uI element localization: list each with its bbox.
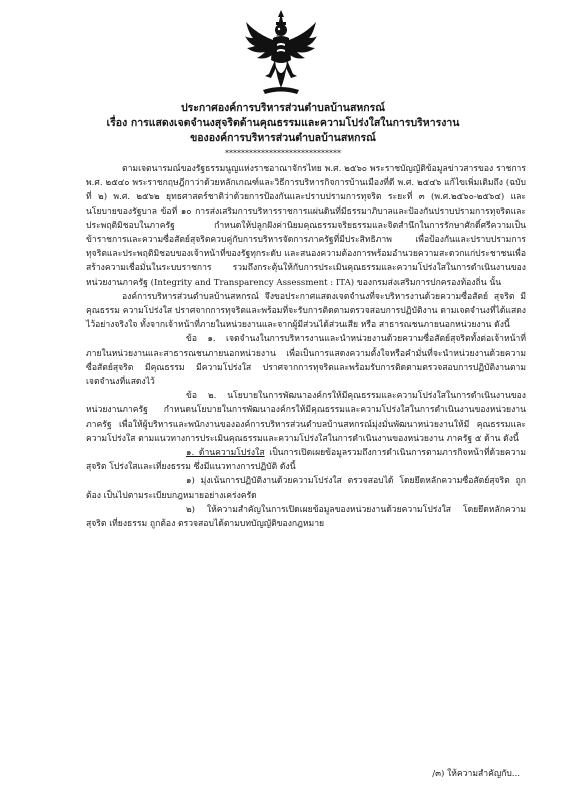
title-line-2: เรื่อง การแสดงเจตจำนงสุจริตด้านคุณธรรมและความโปร่งใสในการบริหารงาน [106, 117, 460, 129]
sub-item-1: ๑) มุ่งเน้นการปฏิบัติงานด้วยความโปร่งใส ตรวจสอบได้ โดยยึดหลักความซื่อสัตย์สุจริต ถูกต้อง เป็นไปตามระเบียบกฎหมายอย่างเคร่งครัด [86, 476, 526, 501]
page-continuation: /๓) ให้ความสำคัญกับ... [432, 769, 520, 779]
title-line-1: ประกาศองค์การบริหารส่วนตำบลบ้านสหกรณ์ [180, 102, 386, 114]
paragraph-1: ตามเจตนารมณ์ของรัฐธรรมนูญแห่งราชอาณาจักรไทย พ.ศ. ๒๕๖๐ พระราชบัญญัติข้อมูลข่าวสารของ ราชการ พ.ศ. ๒๕๔๐ พระราชกฤษฎีกาว่าด้วยหลักเกณฑ์และวิธีการบริหารกิจการบ้านเมืองที่ดี พ.ศ. ๒๕๔๖ แก้ไขเพิ่มเติมถึง (ฉบับที่ ๒) พ.ศ. ๒๕๖๒ ยุทธศาสตร์ชาติว่าด้วยการป้องกันและปราบปรามการทุจริต ระยะที่ ๓ (พ.ศ.๒๕๖๐-๒๕๖๔) และนโยบายของรัฐบาล ข้อที่ ๑๐ การส่งเสริมการบริหารราชการแผ่นดินที่มีธรรมาภิบาลและป้องกันปราบปรามการทุจริตและประพฤติมิชอบในภาครัฐ กำหนดให้ปลูกฝังค่านิยมคุณธรรมจริยธรรมและจิตสำนึกในการรักษาศักดิ์ศรีความเป็นข้าราชการและความซื่อสัตย์สุจริตควบคู่กับการบริหารจัดการภาครัฐที่มีประสิทธิภาพ เพื่อป้องกันและปราบปรามการทุจริตและประพฤติมิชอบของเจ้าหน้าที่ของรัฐทุกระดับ และสนองความต้องการพร้อมอำนวยความสะดวกแก่ประชาชนเพื่อสร้างความเชื่อมั่นในระบบราชการ รวมถึงกระตุ้นให้กับการประเมินคุณธรรมและความโปร่งใสในการดำเนินงานของหน่วยงานภาครัฐ (Integrity and Transparency Assessment : ITA) ของกรมส่งเสริมการปกครองท้องถิ่น นั้น [86, 164, 526, 288]
section-transparency-text: เป็นการเปิดเผยข้อมูลรวมถึงการดำเนินการตามภารกิจหน้าที่ด้วยความสุจริต โปร่งใสและเที่ยงธรรม ซึ่งมีแนวทางการปฏิบัติ ดังนี้ [86, 448, 526, 473]
paragraph-2: องค์การบริหารส่วนตำบลบ้านสหกรณ์ จึงขอประกาศแสดงเจตจำนงที่จะบริหารงานด้วยความซื่อสัตย์ สุจริต มีคุณธรรม ความโปร่งใส ปราศจากการทุจริตและพร้อมที่จะรับการติดตามตรวจสอบการปฏิบัติงาน ตามเจตจำนงที่ได้แสดงไว้อย่างจริงใจ ทั้งจากเจ้าหน้าที่ภายในหน่วยงานและจากผู้มีส่วนได้ส่วนเสีย หรือ สาธารณชนภายนอกหน่วยงาน ดังนี้ [86, 291, 526, 331]
sub-item-2: ๒) ให้ความสำคัญในการเปิดเผยข้อมูลของหน่วยงานด้วยความโปร่งใส โดยยึดหลักความสุจริต เที่ยงธรรม ถูกต้อง ตรวจสอบได้ตามบทบัญญัติของกฎหมาย [86, 504, 526, 530]
paragraph-4: ข้อ ๒. นโยบายในการพัฒนาองค์กรให้มีคุณธรรมและความโปร่งใสในการดำเนินงานของหน่วยงานภาครัฐ กำหนดนโยบายในการพัฒนาองค์กรให้มีคุณธรรมและความโปร่งใสในการดำเนินงานของหน่วยงานภาครัฐ เพื่อให้ผู้บริหารและพนักงานขององค์การบริหารส่วนตำบลบ้านสหกรณ์มุ่งมั่นพัฒนาหน่วยงานให้มี คุณธรรมและความโปร่งใส ตามแนวทางการประเมินคุณธรรมและความโปร่งใสในการดำเนินงานของหน่วยงาน ภาครัฐ ๕ ด้าน ดังนี้ [86, 391, 526, 444]
section-transparency-heading: ๑. ด้านความโปร่งใส [186, 448, 265, 459]
garuda-emblem-icon [243, 8, 319, 96]
paragraph-5 [86, 446, 526, 474]
title-line-3: ขององค์การบริหารส่วนตำบลบ้านสหกรณ์ [190, 132, 376, 144]
star-divider: ***************************** [225, 149, 341, 158]
paragraph-3: ข้อ ๑. เจตจำนงในการบริหารงานและนำหน่วยงานด้วยความซื่อสัตย์สุจริตทั้งต่อเจ้าหน้าที่ภายในหน่วยงานและสาธารณชนภายนอกหน่วยงาน เพื่อเป็นการแสดงความตั้งใจหรือคำมั่นที่จะนำหน่วยงานด้วยความซื่อสัตย์สุจริต มีคุณธรรม มีความโปร่งใส ปราศจากการทุจริตและพร้อมรับการติดตามตรวจสอบการปฏิบัติงานตามเจตจำนงที่แสดงไว้ [86, 334, 526, 388]
announcement-body [86, 162, 526, 531]
announcement-title [40, 101, 526, 146]
